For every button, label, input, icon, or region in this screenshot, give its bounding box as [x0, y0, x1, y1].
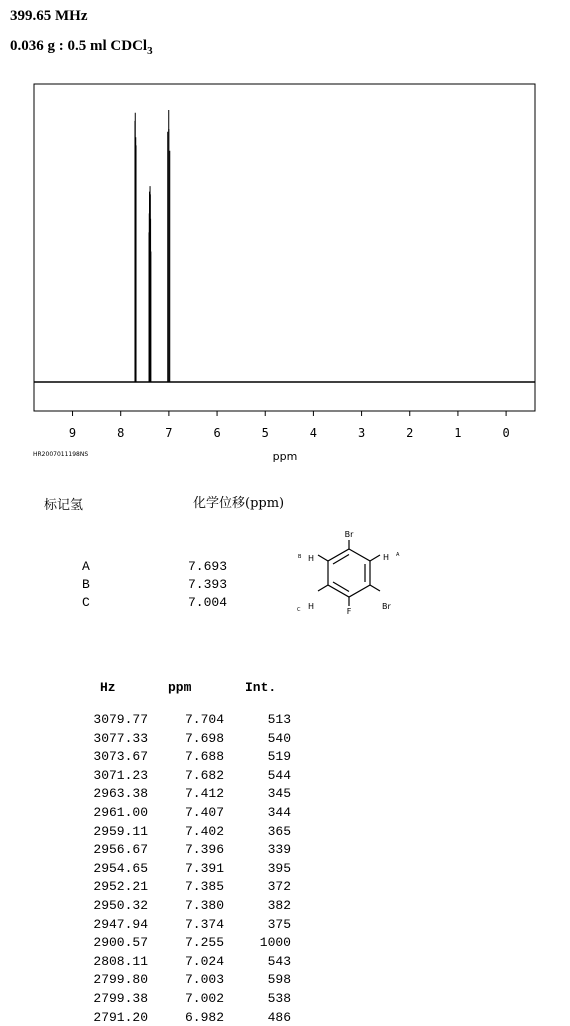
cell-ppm: 7.396 [184, 842, 224, 858]
x-tick-label: 8 [117, 426, 125, 440]
cell-hz: 2956.67 [93, 842, 148, 858]
assignment-shift-c: 7.004 [188, 595, 228, 610]
cell-ppm: 7.402 [184, 823, 224, 839]
cell-ppm: 7.412 [184, 786, 224, 802]
cell-hz: 2959.11 [93, 823, 148, 839]
table-row [0, 879, 570, 895]
atom-h-a: H [383, 553, 390, 562]
cell-ppm: 7.003 [184, 972, 224, 988]
label-b: B [298, 554, 302, 560]
table-row [0, 935, 570, 951]
cell-ppm: 7.704 [184, 712, 224, 727]
sample-main: 0.036 g : 0.5 ml CDCl [10, 38, 148, 54]
atom-h-b: H [308, 554, 315, 563]
x-axis-label: ppm [272, 450, 298, 463]
cell-ppm: 7.374 [184, 916, 224, 932]
benzene-ring [318, 540, 380, 606]
table-row [0, 917, 570, 933]
cell-hz: 2952.21 [93, 879, 148, 895]
sample-subscript: 3 [147, 45, 153, 57]
table-row [0, 954, 570, 970]
table-row [0, 731, 570, 747]
peaks [135, 110, 170, 382]
table-row [0, 898, 570, 914]
plot-frame [34, 84, 535, 411]
cell-int: 395 [267, 860, 291, 876]
cell-hz: 2900.57 [93, 935, 148, 951]
cell-hz: 2950.32 [93, 898, 148, 913]
x-tick-label: 6 [213, 426, 221, 440]
table-row [0, 786, 570, 802]
col-header-hz: Hz [100, 680, 116, 695]
cell-int: 519 [267, 749, 291, 765]
atom-f: F [346, 607, 352, 616]
assignment-shift-b: 7.393 [188, 577, 228, 592]
table-row [0, 805, 570, 821]
assignment-shift-a: 7.693 [188, 559, 228, 574]
cell-hz: 3071.23 [93, 767, 148, 783]
x-tick-label: 9 [68, 426, 77, 440]
assignment-label-c: C [82, 595, 90, 610]
x-tick-label: 7 [165, 426, 173, 440]
x-tick-label: 5 [261, 426, 269, 440]
cell-hz: 2799.80 [93, 972, 148, 988]
cell-int: 1000 [259, 935, 291, 951]
cell-int: 365 [267, 823, 291, 839]
cell-hz: 3073.67 [93, 749, 148, 765]
table-row [0, 749, 570, 765]
table-row [0, 842, 570, 858]
atom-h-c: H [308, 602, 315, 611]
cell-ppm: 7.002 [184, 991, 224, 1006]
cell-hz: 2808.11 [93, 953, 148, 969]
x-tick-label: 4 [309, 426, 318, 440]
spectrometer-frequency: 399.65 MHz [10, 8, 88, 24]
cell-hz: 2799.38 [93, 991, 148, 1006]
col-header-ppm: ppm [168, 680, 192, 695]
label-a: A [396, 552, 400, 558]
molecule-structure [290, 526, 410, 646]
cell-int: 486 [267, 1009, 291, 1025]
col-header-int: Int. [245, 680, 277, 695]
cell-hz: 2963.38 [93, 786, 148, 802]
table-row [0, 768, 570, 784]
cell-int: 372 [267, 879, 291, 895]
x-tick-label: 1 [454, 426, 462, 440]
x-tick-label: 2 [406, 426, 414, 440]
cell-int: 538 [267, 991, 291, 1006]
cell-int: 544 [267, 767, 291, 783]
cell-hz: 3079.77 [93, 712, 148, 727]
cell-int: 382 [267, 898, 291, 913]
x-tick-label: 0 [502, 426, 510, 440]
cell-int: 598 [267, 972, 291, 988]
cell-hz: 3077.33 [93, 730, 148, 746]
x-axis-ticks [69, 411, 510, 440]
cell-int: 513 [267, 712, 291, 727]
cell-hz: 2954.65 [93, 860, 148, 876]
spectrum-code: HR2007011198NS [33, 451, 89, 458]
table-row [0, 972, 570, 988]
cell-hz: 2947.94 [93, 916, 148, 932]
table-row [0, 1010, 570, 1026]
atom-br-right: Br [382, 602, 391, 611]
cell-int: 344 [267, 805, 291, 820]
cell-hz: 2791.20 [93, 1009, 148, 1025]
cell-ppm: 7.391 [184, 860, 224, 876]
assignment-label-b: B [82, 577, 90, 592]
table-row [0, 824, 570, 840]
cell-ppm: 7.385 [184, 879, 224, 895]
table-row [0, 712, 570, 728]
cell-ppm: 7.255 [184, 935, 224, 951]
nmr-spectrum-chart [0, 0, 570, 470]
assignment-label-a: A [82, 559, 90, 574]
cell-ppm: 7.380 [184, 898, 224, 913]
label-c: C [297, 607, 301, 613]
table-row [0, 991, 570, 1007]
label-column-header: 标记氢 [44, 498, 84, 513]
cell-int: 339 [267, 842, 291, 858]
cell-hz: 2961.00 [93, 805, 148, 820]
cell-ppm: 7.024 [184, 953, 224, 969]
atom-br-top: Br [344, 530, 354, 539]
cell-ppm: 7.698 [184, 730, 224, 746]
cell-ppm: 7.688 [184, 749, 224, 765]
cell-int: 543 [267, 953, 291, 969]
cell-ppm: 7.682 [184, 767, 224, 783]
cell-ppm: 6.982 [184, 1009, 224, 1025]
cell-ppm: 7.407 [184, 805, 224, 820]
cell-int: 345 [267, 786, 291, 802]
table-row [0, 861, 570, 877]
shift-column-header: 化学位移(ppm) [193, 496, 285, 511]
x-tick-label: 3 [357, 426, 366, 440]
cell-int: 540 [267, 730, 291, 746]
cell-int: 375 [267, 916, 291, 932]
